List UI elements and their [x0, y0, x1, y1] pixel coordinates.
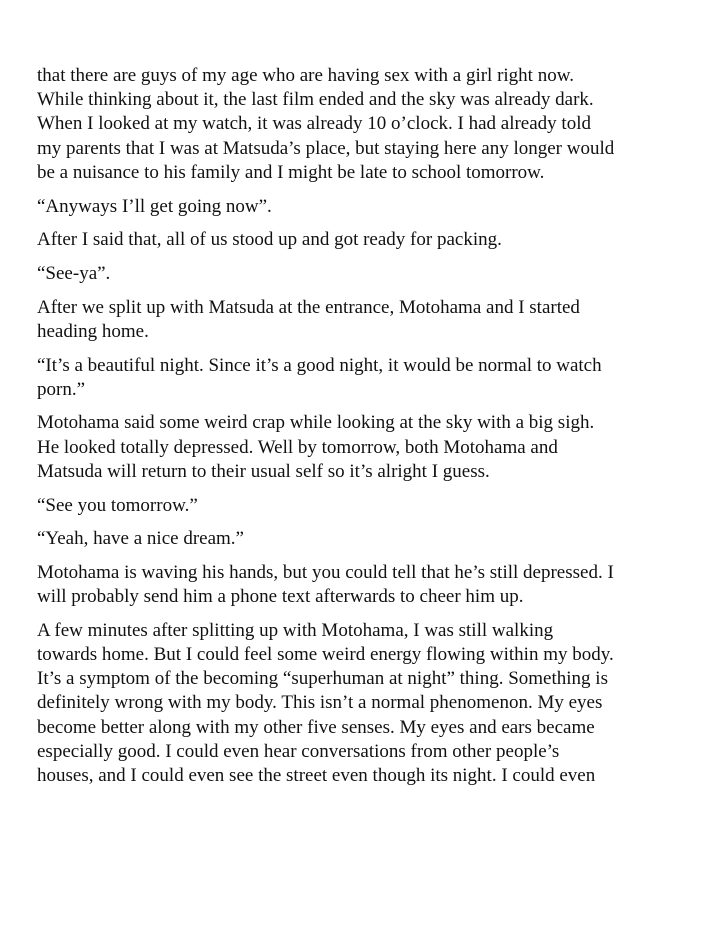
text-line: After we split up with Matsuda at the entrance, Motohama and I started — [37, 296, 580, 318]
text-line: “Anyways I’ll get going now”. — [37, 195, 272, 217]
paragraph-10 — [37, 561, 697, 609]
text-line: heading home. — [37, 320, 149, 342]
document-page — [37, 64, 697, 798]
paragraph-1 — [37, 64, 697, 185]
text-line: that there are guys of my age who are having sex with a girl right now. — [37, 65, 574, 86]
text-line: be a nuisance to his family and I might be late to school tomorrow. — [37, 161, 545, 183]
text-line: Motohama said some weird crap while looking at the sky with a big sigh. — [37, 412, 595, 434]
text-line: towards home. But I could feel some weird energy flowing within my body. — [37, 644, 614, 666]
text-line: It’s a symptom of the becoming “superhuman at night” thing. Something is — [37, 668, 608, 690]
text-line: “See-ya”. — [37, 262, 111, 284]
text-line: will probably send him a phone text afterwards to cheer him up. — [37, 586, 524, 608]
text-line: definitely wrong with my body. This isn’t a normal phenomenon. My eyes — [37, 692, 603, 714]
text-line: While thinking about it, the last film ended and the sky was already dark. — [37, 89, 594, 111]
text-line: A few minutes after splitting up with Motohama, I was still walking — [37, 619, 554, 641]
text-line: After I said that, all of us stood up and got ready for packing. — [37, 229, 502, 251]
text-line: houses, and I could even see the street even though its night. I could even — [37, 765, 596, 787]
paragraph-8 — [37, 494, 697, 518]
paragraph-9 — [37, 527, 697, 551]
text-line: porn.” — [37, 378, 86, 400]
text-line: especially good. I could even hear conversations from other people’s — [37, 740, 560, 762]
text-line: become better along with my other five senses. My eyes and ears became — [37, 716, 595, 738]
paragraph-2 — [37, 195, 697, 219]
paragraph-7 — [37, 411, 697, 484]
text-line: “Yeah, have a nice dream.” — [37, 528, 244, 550]
paragraph-3 — [37, 228, 697, 252]
text-line: When I looked at my watch, it was already 10 o’clock. I had already told — [37, 113, 591, 135]
paragraph-6 — [37, 354, 697, 402]
paragraph-5 — [37, 296, 697, 344]
text-line: “See you tomorrow.” — [37, 494, 198, 516]
text-line: Matsuda will return to their usual self so it’s alright I guess. — [37, 460, 490, 482]
text-line: He looked totally depressed. Well by tomorrow, both Motohama and — [37, 436, 558, 458]
text-line: “It’s a beautiful night. Since it’s a good night, it would be normal to watch — [37, 354, 602, 376]
text-line: Motohama is waving his hands, but you could tell that he’s still depressed. I — [37, 561, 614, 583]
paragraph-11 — [37, 619, 697, 788]
paragraph-4 — [37, 262, 697, 286]
text-line: my parents that I was at Matsuda’s place, but staying here any longer would — [37, 137, 615, 159]
